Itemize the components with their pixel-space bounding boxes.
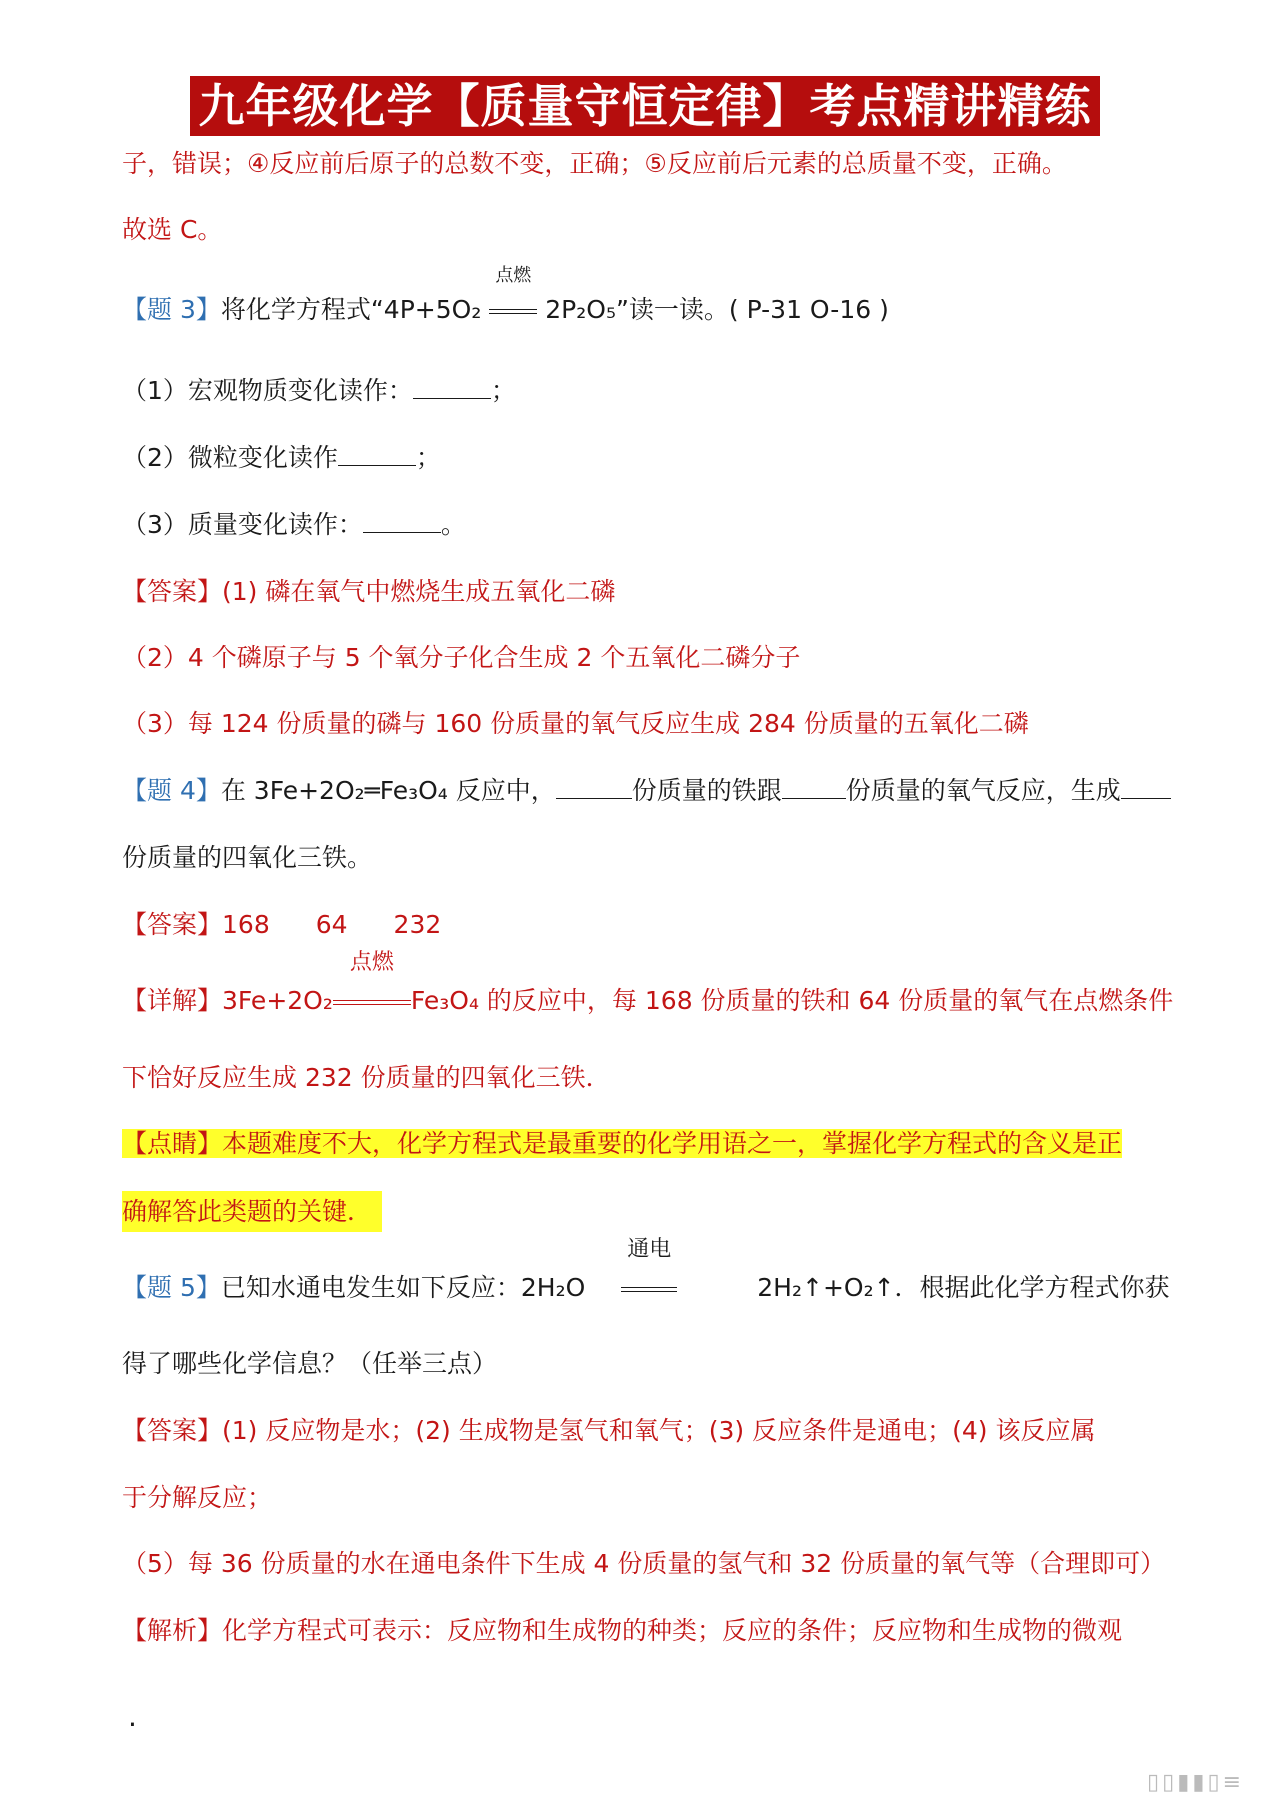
q3-sub3: （3）质量变化读作： 。 bbox=[122, 510, 466, 539]
page-title: 九年级化学【质量守恒定律】考点精讲精练 bbox=[190, 76, 1100, 136]
q3-blank2[interactable] bbox=[338, 441, 416, 466]
q5-stem-line2: 得了哪些化学信息？（任举三点） bbox=[122, 1349, 498, 1378]
q4-answer-1: 168 bbox=[222, 910, 270, 939]
q5-condition: 通电 bbox=[627, 1237, 672, 1262]
q5-answer-line3: （5）每 36 份质量的水在通电条件下生成 4 份质量的氢气和 32 份质量的氧气等（合理即可） bbox=[122, 1549, 1166, 1578]
q3-answer1: 【答案】(1) 磷在氧气中燃烧生成五氧化二磷 bbox=[122, 577, 616, 606]
q5-answer-tag: 【答案】 bbox=[122, 1416, 223, 1445]
q3-stem bbox=[122, 265, 1172, 328]
q3-sub2: （2）微粒变化读作 ； bbox=[122, 443, 441, 472]
q4-reaction-arrow bbox=[333, 950, 411, 1019]
q5-tag: 【题 5】 bbox=[122, 1273, 221, 1302]
q3-answer-tag: 【答案】 bbox=[122, 577, 223, 606]
q3-blank3[interactable] bbox=[363, 508, 441, 533]
q5-answer-line1: 【答案】(1) 反应物是水；(2) 生成物是氢气和氧气；(3) 反应条件是通电；(4) 该反应属 bbox=[122, 1416, 1096, 1445]
prev-answer-line2: 故选 C。 bbox=[122, 215, 223, 244]
q5-analysis-tag: 【解析】 bbox=[122, 1616, 223, 1645]
prev-answer-line1: 子，错误；④反应前后原子的总数不变，正确；⑤反应前后元素的总质量不变，正确。 bbox=[122, 149, 1067, 178]
q4-detail-line2: 下恰好反应生成 232 份质量的四氧化三铁． bbox=[122, 1063, 611, 1092]
q3-text-a: 将化学方程式“4P+5O₂ bbox=[220, 295, 482, 324]
q5-answer-line2: 于分解反应； bbox=[122, 1483, 273, 1512]
q5-analysis: 【解析】化学方程式可表示：反应物和生成物的种类；反应的条件；反应物和生成物的微观 bbox=[122, 1616, 1123, 1645]
q3-answer3: （3）每 124 份质量的磷与 160 份质量的氧气反应生成 284 份质量的五氧化二磷 bbox=[122, 709, 1029, 738]
watermark-icon: ▯▯▮▮▯≡ bbox=[1147, 1770, 1244, 1795]
q4-tip-line1: 【点睛】本题难度不大，化学方程式是最重要的化学用语之一，掌握化学方程式的含义是正 bbox=[122, 1129, 1123, 1158]
q4-detail-tag: 【详解】 bbox=[122, 986, 223, 1015]
q4-blank3[interactable] bbox=[1121, 774, 1171, 799]
q4-tip-tag: 【点睛】 bbox=[122, 1129, 223, 1158]
q5-reaction-arrow bbox=[621, 1237, 677, 1306]
q4-answer-3: 232 bbox=[393, 910, 442, 939]
q4-answer-tag: 【答案】 bbox=[122, 910, 223, 939]
q3-tag: 【题 3】 bbox=[122, 295, 221, 324]
trailing-dot: . bbox=[128, 1700, 137, 1733]
q4-blank2[interactable] bbox=[782, 774, 846, 799]
q3-blank1[interactable] bbox=[413, 374, 491, 399]
q4-stem-line2: 份质量的四氧化三铁。 bbox=[122, 843, 373, 872]
q4-answer bbox=[122, 907, 1172, 943]
q3-sub1: （1）宏观物质变化读作： ； bbox=[122, 376, 516, 405]
q4-tag: 【题 4】 bbox=[122, 776, 221, 805]
q4-blank1[interactable] bbox=[556, 774, 632, 799]
q3-text-b: 2P₂O₅”读一读。( P-31 O-16 ) bbox=[545, 295, 889, 324]
q3-answer2: （2）4 个磷原子与 5 个氧分子化合生成 2 个五氧化二磷分子 bbox=[122, 643, 801, 672]
q4-condition: 点燃 bbox=[349, 950, 394, 975]
q5-stem: 【题 5】已知水通电发生如下反应：2H₂O 通电 2H₂↑+O₂↑．根据此化学方程式你获 bbox=[122, 1270, 1172, 1306]
q4-answer-2: 64 bbox=[315, 910, 348, 939]
q4-stem: 【题 4】在 3Fe+2O₂═Fe₃O₄ 反应中， 份质量的铁跟 份质量的氧气反应，生成 bbox=[122, 773, 1172, 809]
q4-tip-line2: 确解答此类题的关键． bbox=[122, 1194, 1172, 1230]
q3-reaction-arrow bbox=[489, 265, 537, 328]
q4-detail: 【详解】3Fe+2O₂ 点燃 Fe₃O₄ 的反应中，每 168 份质量的铁和 64 份质量的氧气在点燃条件 bbox=[122, 983, 1172, 1019]
q3-condition: 点燃 bbox=[495, 265, 532, 286]
